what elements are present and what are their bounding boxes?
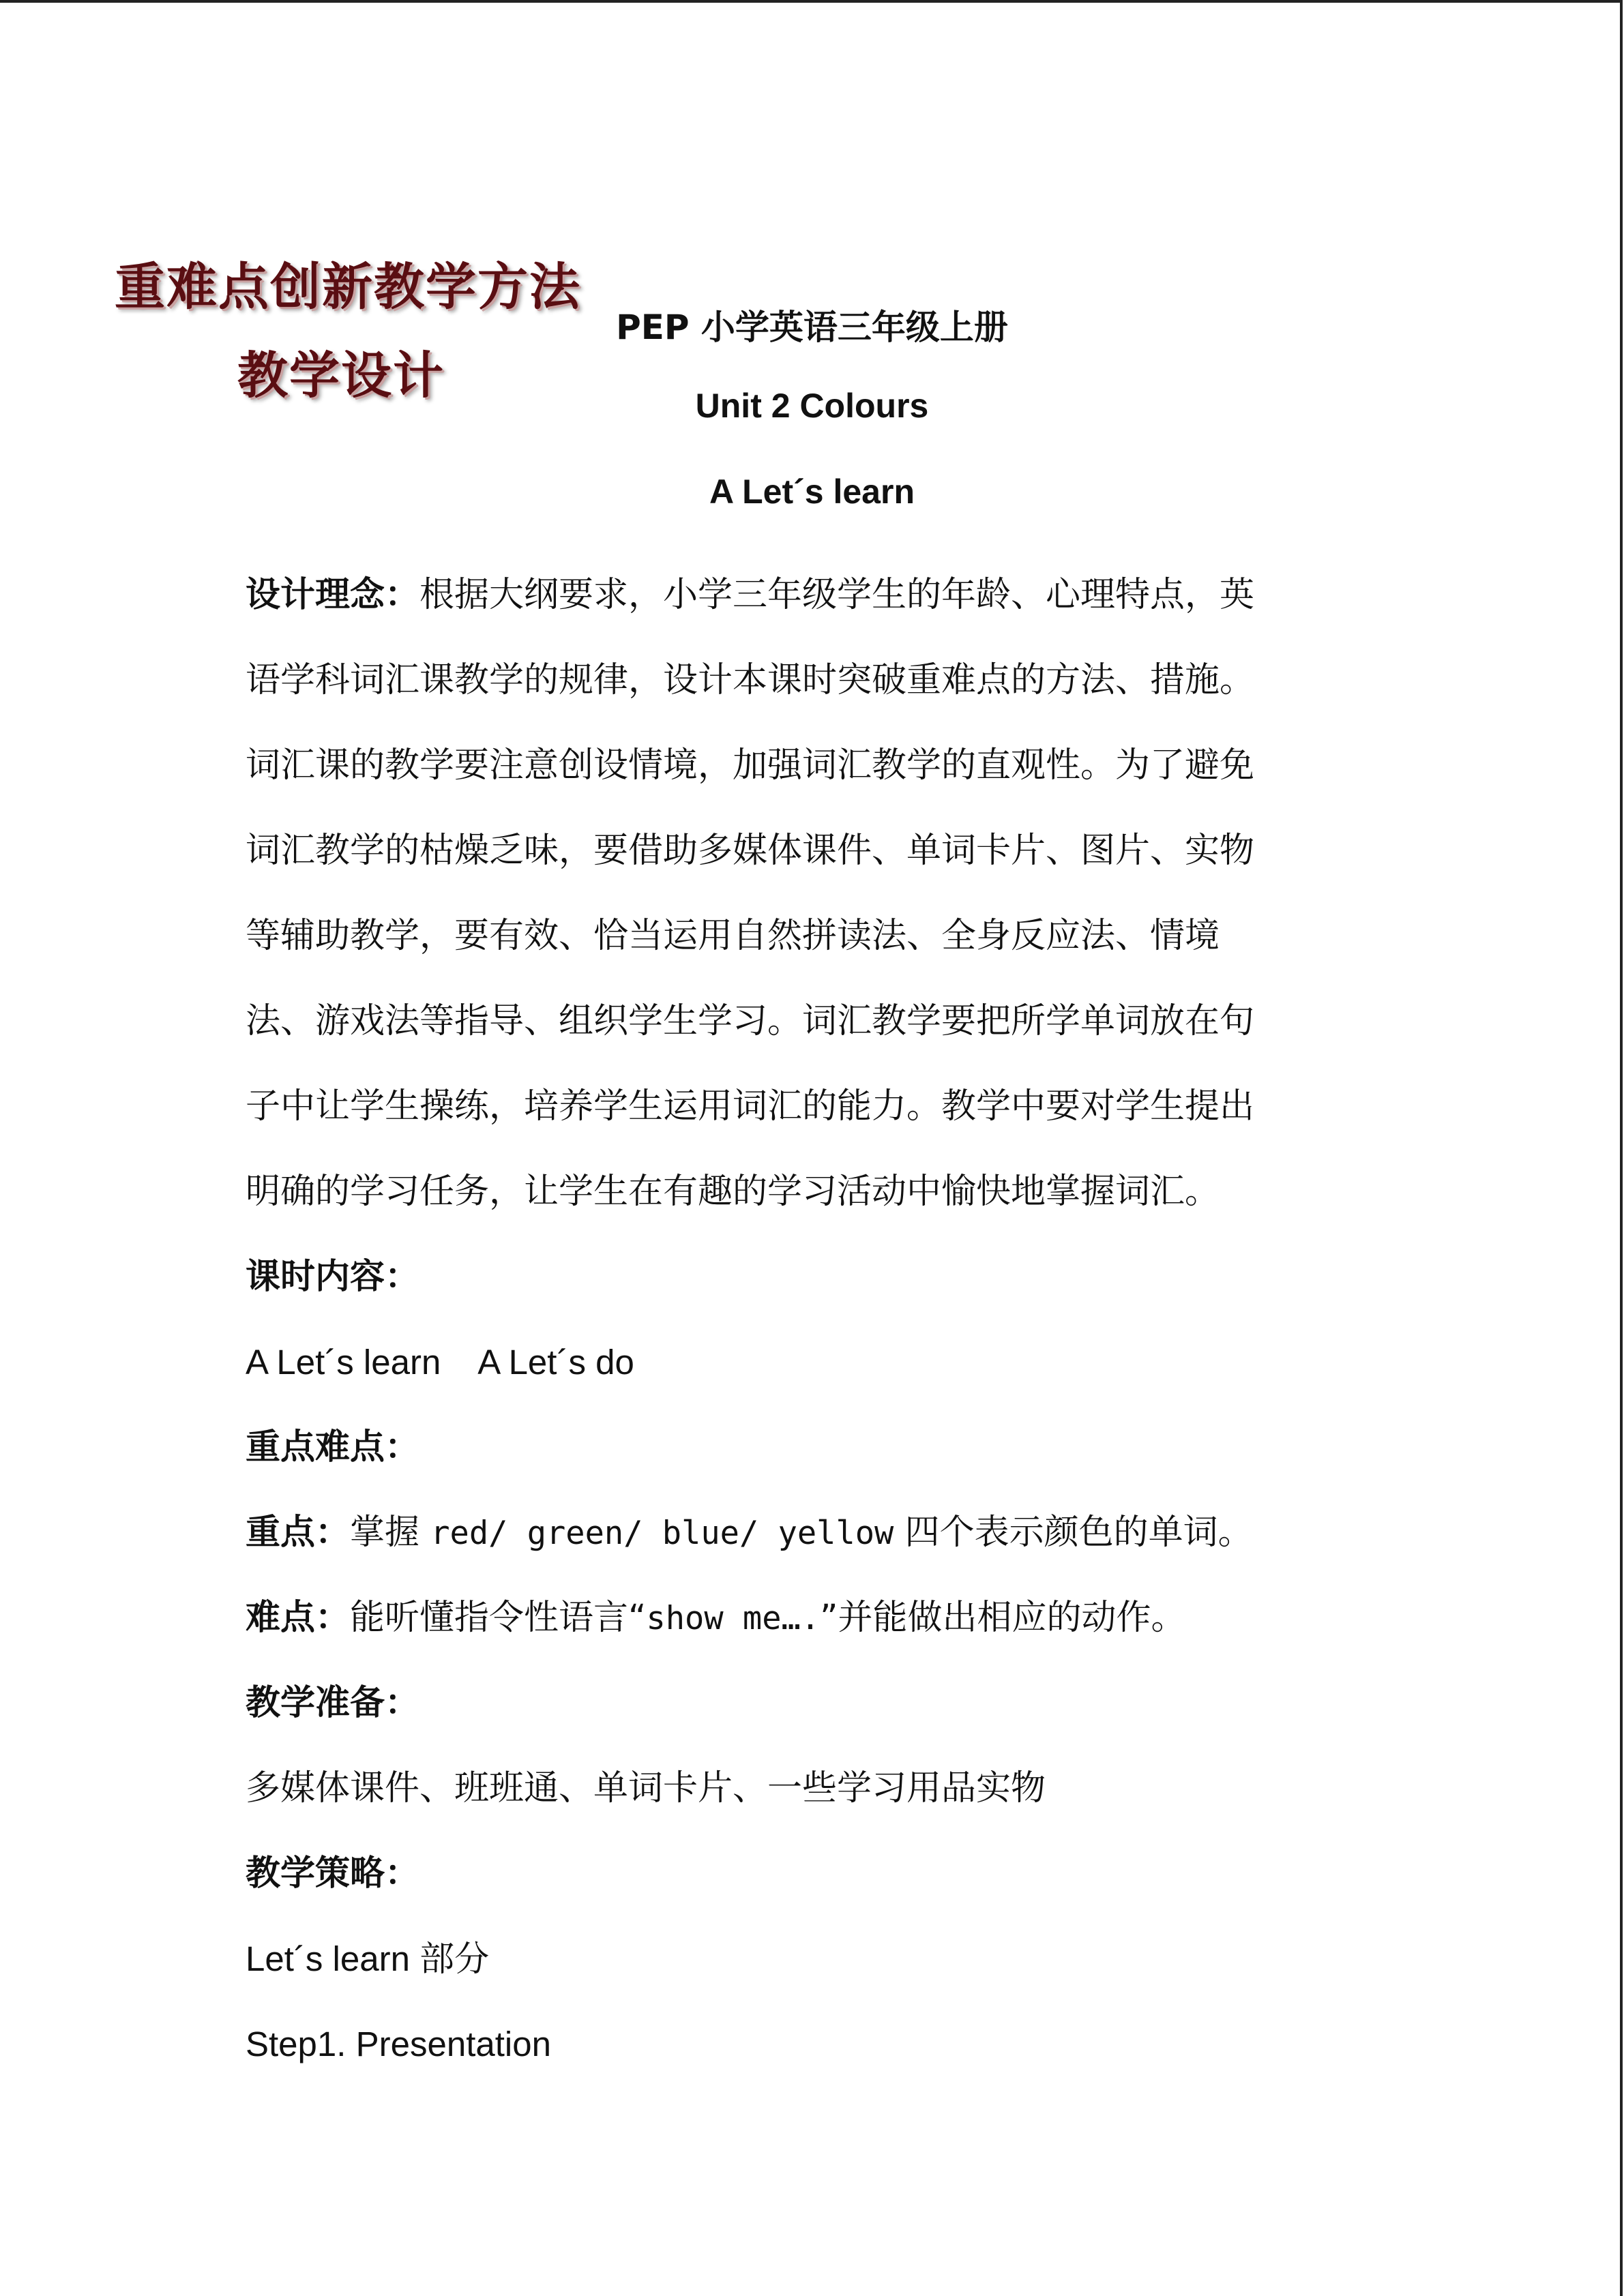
design-concept-line-8: 明确的学习任务，让学生在有趣的学习活动中愉快地掌握词汇。 (246, 1172, 1220, 1212)
key-point-pre: 掌握 (350, 1512, 431, 1553)
strategy-heading: 教学策略： (246, 1853, 420, 1894)
lesson-content-text: A Let´s learn A Let´s do (246, 1343, 634, 1382)
design-concept-text-1: 根据大纲要求，小学三年级学生的年龄、心理特点，英 (419, 575, 1255, 615)
page-top-border (0, 0, 1622, 3)
key-point-post: 四个表示颜色的单词。 (894, 1512, 1253, 1553)
design-concept-line-7: 子中让学生操练，培养学生运用词汇的能力。教学中要对学生提出 (246, 1086, 1255, 1127)
preparation-heading: 教学准备： (246, 1683, 420, 1723)
lesson-content-value (246, 1320, 1364, 1405)
difficult-point-label: 难点： (246, 1598, 351, 1638)
difficult-point-code: show me…. (646, 1600, 821, 1637)
document-body (246, 552, 1364, 2087)
preparation-value: 多媒体课件、班班通、单词卡片、一些学习用品实物 (246, 1768, 1046, 1808)
difficult-point-pre: 能听懂指令性语言“ (350, 1598, 647, 1638)
design-concept-label: 设计理念： (246, 575, 420, 615)
design-concept-line-4: 词汇教学的枯燥乏味，要借助多媒体课件、单词卡片、图片、实物 (246, 831, 1255, 871)
key-point-label: 重点： (246, 1512, 351, 1553)
book-title (0, 300, 1624, 349)
design-concept-line-5: 等辅助教学，要有效、恰当运用自然拼读法、全身反应法、情境 (246, 916, 1220, 956)
difficult-point-post: ”并能做出相应的动作。 (820, 1598, 1186, 1638)
book-title-text: PEP 小学英语三年级上册 (616, 308, 1008, 347)
design-concept-line-3: 词汇课的教学要注意创设情境，加强词汇教学的直观性。为了避免 (246, 745, 1255, 786)
section-title: A Let´s learn (709, 473, 915, 511)
key-point-line (246, 1490, 1364, 1575)
strategy-part: Let´s learn 部分 (246, 1939, 490, 1978)
design-concept-line-6: 法、游戏法等指导、组织学生学习。词汇教学要把所学单词放在句 (246, 1001, 1255, 1041)
stamp-title-line1: 重难点创新教学方法 (115, 258, 581, 316)
lesson-content-heading: 课时内容： (246, 1257, 420, 1297)
key-point-words: red/ green/ blue/ yellow (430, 1515, 894, 1552)
design-concept-line-2: 语学科词汇课教学的规律，设计本课时突破重难点的方法、措施。 (246, 660, 1255, 700)
stamp-title-line2: 教学设计 (237, 346, 445, 405)
difficult-point-line (246, 1575, 1364, 1660)
key-difficult-heading: 重点难点： (246, 1427, 420, 1467)
strategy-step: Step1. Presentation (246, 2025, 551, 2063)
unit-title: Unit 2 Colours (695, 387, 929, 425)
design-concept-line-1 (246, 552, 1364, 638)
